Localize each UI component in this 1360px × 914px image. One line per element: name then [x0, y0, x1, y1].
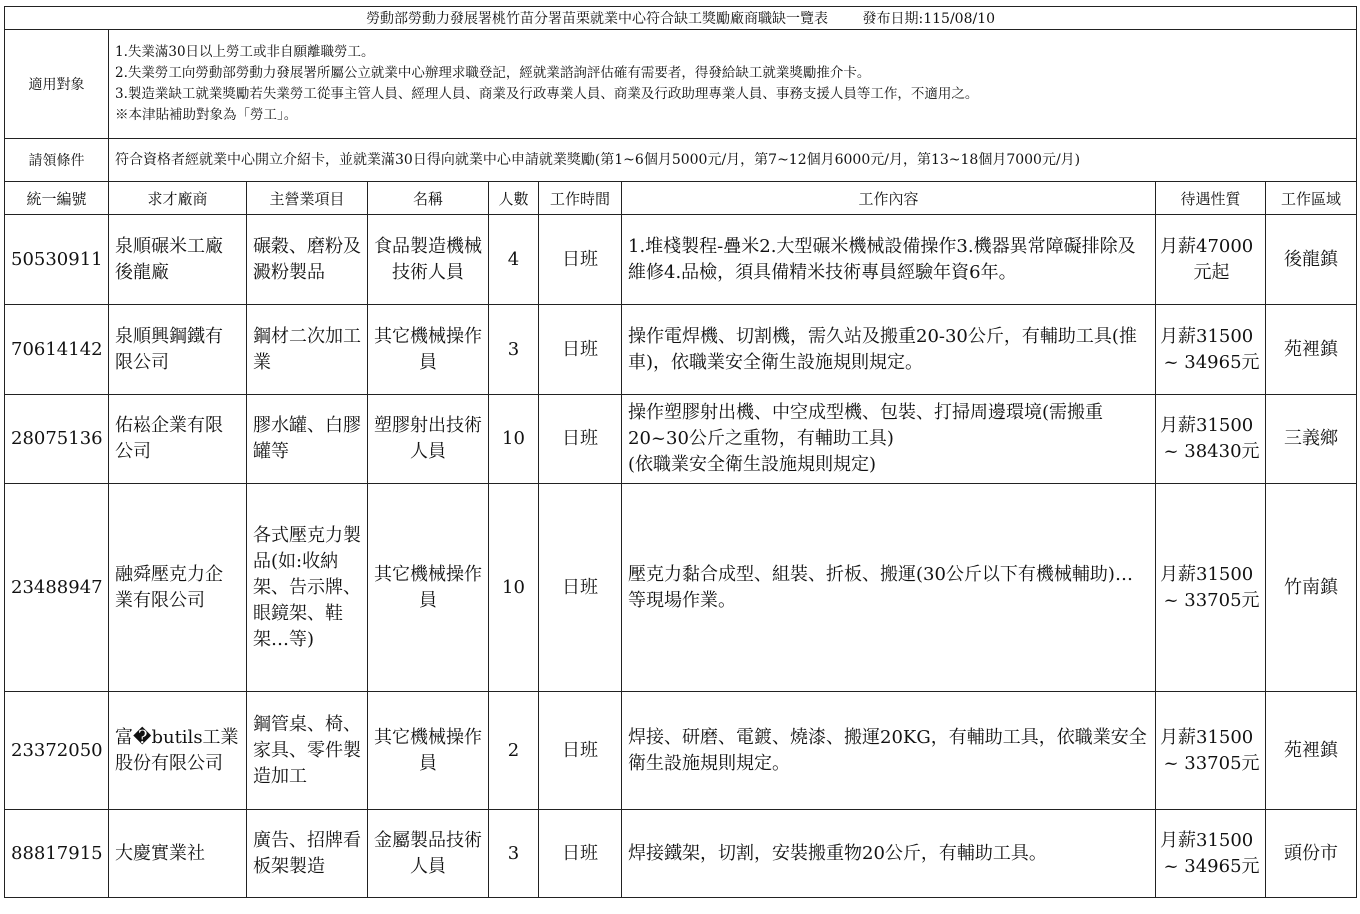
publish-date: 發布日期:115/08/10: [862, 11, 996, 27]
eligibility-line: 3.製造業缺工就業獎勵若失業勞工從事主管人員、經理人員、商業及行政專業人員、商業及行政助理專業人員、事務支援人員等工作，不適用之。: [115, 86, 979, 102]
company-name: 泉順興鋼鐵有限公司: [109, 305, 247, 395]
work-shift: 日班: [539, 810, 622, 898]
salary-line: 元起: [1193, 261, 1230, 283]
work-shift: 日班: [539, 484, 622, 692]
headcount: 10: [489, 484, 539, 692]
tax-id: 70614142: [5, 305, 109, 395]
tax-id: 50530911: [5, 215, 109, 305]
conditions-label: 請領條件: [5, 139, 109, 182]
salary-line: ~ 34965元: [1163, 855, 1260, 877]
business-item: 廣告、招牌看板架製造: [247, 810, 368, 898]
column-header: 工作區域: [1266, 182, 1357, 215]
table-row: [5, 305, 1357, 395]
job-content: 焊接鐵架，切割，安裝搬重物20公斤，有輔助工具。: [622, 810, 1156, 898]
job-content: 操作塑膠射出機、中空成型機、包裝、打掃周邊環境(需搬重20~30公斤之重物，有輔助工具) (依職業安全衛生設施規則規定): [622, 395, 1156, 484]
eligibility-line: 2.失業勞工向勞動部勞動力發展署所屬公立就業中心辦理求職登記，經就業諮詢評估確有需要者，得發給缺工就業獎勵推介卡。: [115, 65, 871, 81]
salary: [1156, 395, 1266, 484]
sheet-title: 勞動部勞動力發展署桃竹苗分署苗栗就業中心符合缺工獎勵廠商職缺一覽表: [366, 11, 829, 27]
tax-id: 23488947: [5, 484, 109, 692]
salary-line: 月薪31500: [1160, 325, 1254, 347]
salary: [1156, 692, 1266, 810]
job-content: 1.堆棧製程-疊米2.大型碾米機械設備操作3.機器異常障礙排除及維修4.品檢，須具備精米技術專員經驗年資6年。: [622, 215, 1156, 305]
salary-line: ~ 33705元: [1163, 589, 1260, 611]
eligibility-line: ※本津貼補助對象為「勞工」。: [115, 107, 298, 123]
salary: [1156, 810, 1266, 898]
table-row: [5, 215, 1357, 305]
job-title: 其它機械操作員: [368, 305, 489, 395]
headcount: 10: [489, 395, 539, 484]
salary: [1156, 305, 1266, 395]
column-header: 名稱: [368, 182, 489, 215]
work-area: 竹南鎮: [1266, 484, 1357, 692]
salary-line: 月薪31500: [1160, 563, 1254, 585]
salary-line: ~ 34965元: [1163, 351, 1260, 373]
job-title: 金屬製品技術人員: [368, 810, 489, 898]
salary-line: ~ 38430元: [1163, 441, 1260, 462]
table-row: [5, 484, 1357, 692]
eligibility-label: 適用對象: [5, 30, 109, 139]
work-area: 頭份市: [1266, 810, 1357, 898]
eligibility-line: 1.失業滿30日以上勞工或非自願離職勞工。: [115, 44, 375, 60]
job-vacancy-sheet: [4, 6, 1356, 898]
business-item: 碾穀、磨粉及澱粉製品: [247, 215, 368, 305]
business-item: 鋼管桌、椅、家具、零件製造加工: [247, 692, 368, 810]
company-name: 富�butils工業股份有限公司: [109, 692, 247, 810]
salary-line: ~ 33705元: [1163, 752, 1260, 774]
headcount: 3: [489, 810, 539, 898]
tax-id: 88817915: [5, 810, 109, 898]
salary-line: 月薪31500: [1160, 829, 1254, 851]
table-row: [5, 395, 1357, 484]
eligibility-row: [5, 30, 1357, 139]
tax-id: 28075136: [5, 395, 109, 484]
work-area: 苑裡鎮: [1266, 692, 1357, 810]
company-name: 泉順碾米工廠後龍廠: [109, 215, 247, 305]
business-item: 各式壓克力製品(如:收納架、告示牌、眼鏡架、鞋架…等): [247, 484, 368, 692]
salary: [1156, 484, 1266, 692]
business-item: 鋼材二次加工業: [247, 305, 368, 395]
job-title: 食品製造機械技術人員: [368, 215, 489, 305]
salary: [1156, 215, 1266, 305]
work-shift: 日班: [539, 395, 622, 484]
work-area: 苑裡鎮: [1266, 305, 1357, 395]
column-header: 主營業項目: [247, 182, 368, 215]
job-title: 其它機械操作員: [368, 692, 489, 810]
title-cell: [5, 7, 1357, 30]
headcount: 2: [489, 692, 539, 810]
job-content: 焊接、研磨、電鍍、燒漆、搬運20KG，有輔助工具，依職業安全衛生設施規則規定。: [622, 692, 1156, 810]
work-area: 三義鄉: [1266, 395, 1357, 484]
table-row: [5, 692, 1357, 810]
salary-line: 月薪31500: [1160, 726, 1254, 748]
table-row: [5, 810, 1357, 898]
job-content: 壓克力黏合成型、組裝、折板、搬運(30公斤以下有機械輔助)…等現場作業。: [622, 484, 1156, 692]
title-row: [5, 7, 1357, 30]
work-area: 後龍鎮: [1266, 215, 1357, 305]
company-name: 融舜壓克力企業有限公司: [109, 484, 247, 692]
company-name: 佑崧企業有限公司: [109, 395, 247, 484]
tax-id: 23372050: [5, 692, 109, 810]
column-header: 人數: [489, 182, 539, 215]
business-item: 膠水罐、白膠罐等: [247, 395, 368, 484]
salary-line: 月薪31500: [1160, 415, 1254, 436]
conditions-row: [5, 139, 1357, 182]
column-header-row: [5, 182, 1357, 215]
headcount: 3: [489, 305, 539, 395]
column-header: 求才廠商: [109, 182, 247, 215]
salary-line: 月薪47000: [1160, 235, 1254, 257]
eligibility-content: [109, 30, 1357, 139]
job-content: 操作電焊機、切割機，需久站及搬重20-30公斤，有輔助工具(推車)，依職業安全衛生設施規則規定。: [622, 305, 1156, 395]
column-header: 工作時間: [539, 182, 622, 215]
work-shift: 日班: [539, 692, 622, 810]
vacancy-table: [4, 6, 1357, 898]
column-header: 工作內容: [622, 182, 1156, 215]
company-name: 大慶實業社: [109, 810, 247, 898]
conditions-text: 符合資格者經就業中心開立介紹卡，並就業滿30日得向就業中心申請就業獎勵(第1~6個月5000元/月，第7~12個月6000元/月，第13~18個月7000元/月): [109, 139, 1357, 182]
headcount: 4: [489, 215, 539, 305]
column-header: 待遇性質: [1156, 182, 1266, 215]
column-header: 統一編號: [5, 182, 109, 215]
job-title: 其它機械操作員: [368, 484, 489, 692]
work-shift: 日班: [539, 215, 622, 305]
work-shift: 日班: [539, 305, 622, 395]
job-title: 塑膠射出技術人員: [368, 395, 489, 484]
